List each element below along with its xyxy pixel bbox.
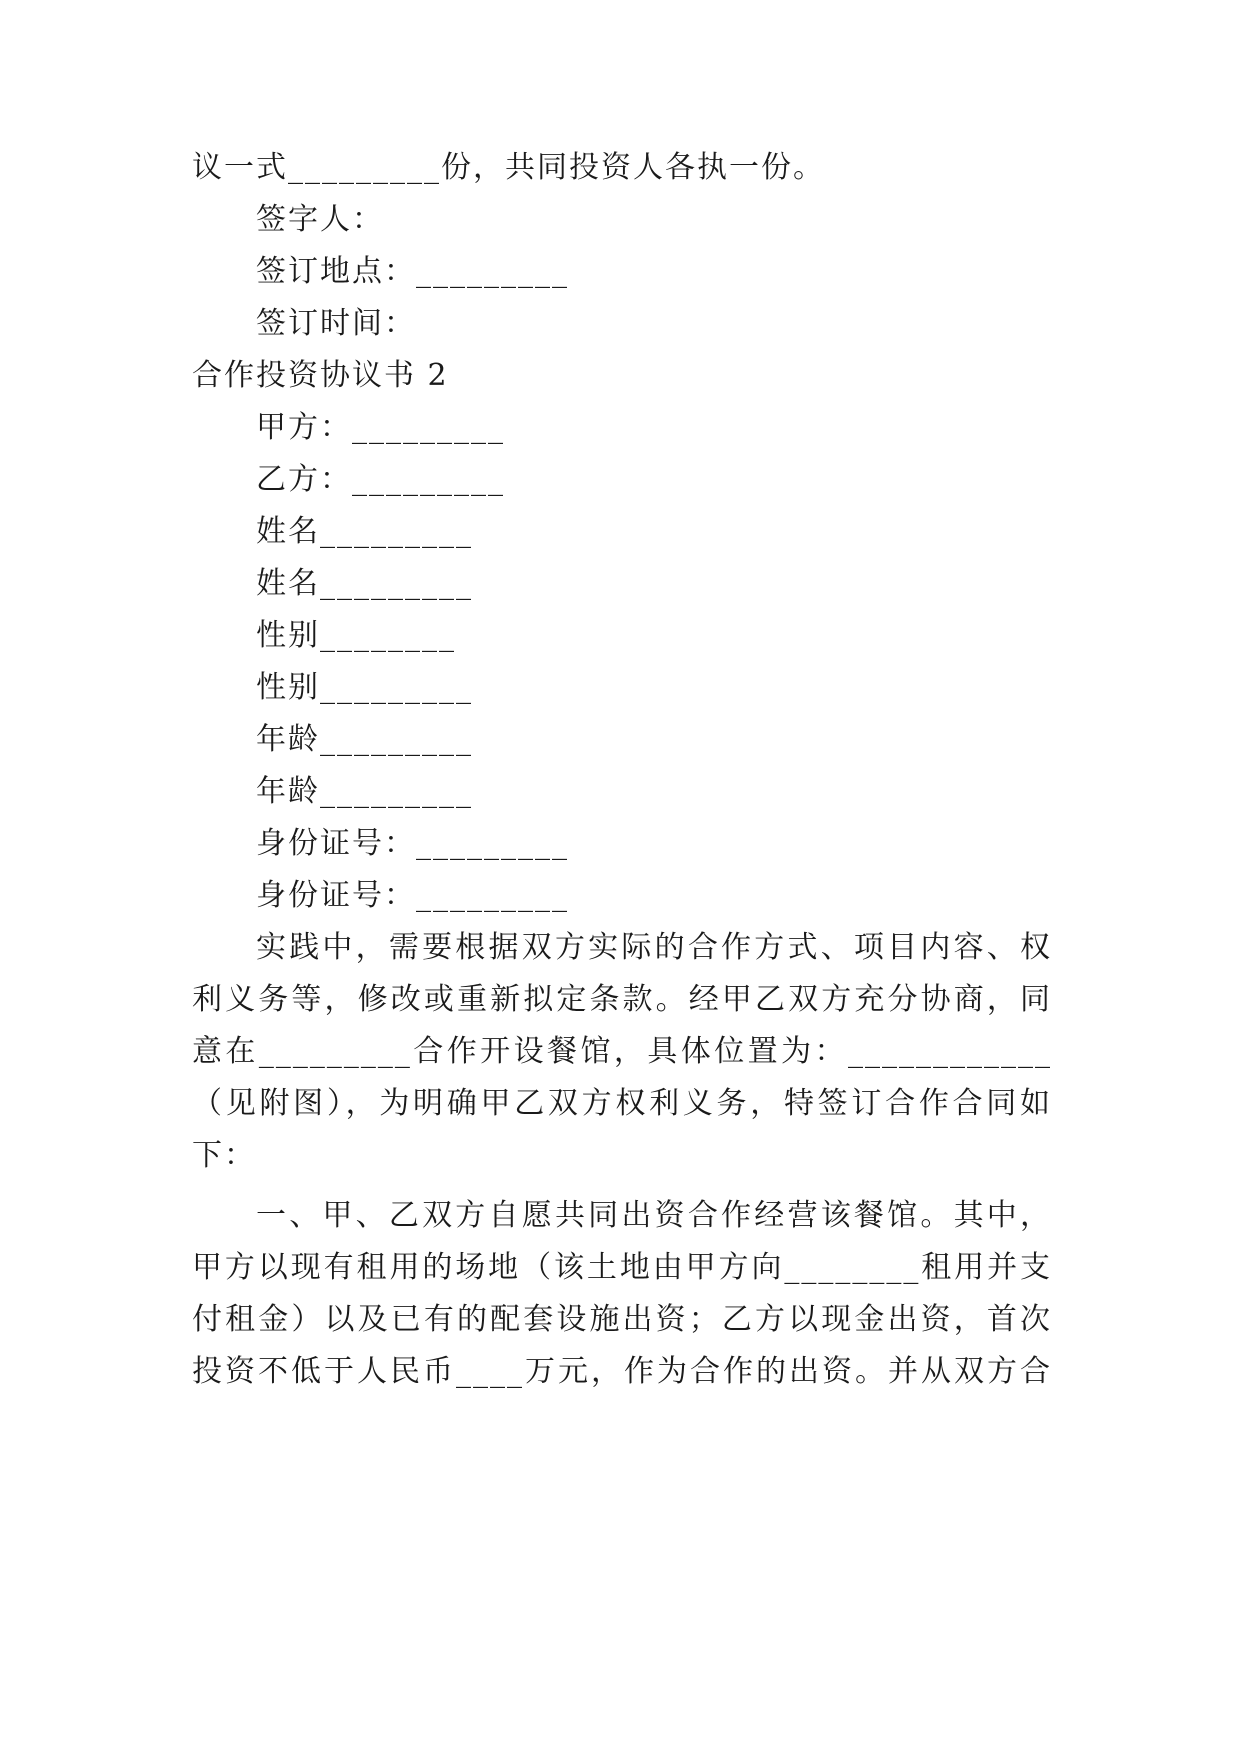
paragraph-line: 下： [192, 1138, 256, 1173]
paragraph-line: 意在_________合作开设餐馆，具体位置为：____________ [192, 1034, 1052, 1069]
text-line: 身份证号：_________ [256, 878, 569, 913]
text-line: 性别_________ [256, 670, 473, 705]
paragraph-line: 甲方以现有租用的场地（该土地由甲方向________租用并支 [192, 1250, 1052, 1285]
text-line: 身份证号：_________ [256, 826, 569, 861]
text-line: 年龄_________ [256, 722, 473, 757]
paragraph-line: 一、甲、乙双方自愿共同出资合作经营该餐馆。其中， [256, 1198, 1052, 1233]
paragraph-line: （见附图），为明确甲乙双方权利义务，特签订合作合同如 [192, 1086, 1052, 1121]
paragraph-line: 付租金）以及已有的配套设施出资；乙方以现金出资，首次 [192, 1302, 1052, 1337]
text-line: 年龄_________ [256, 774, 473, 809]
text-line: 乙方：_________ [256, 462, 505, 497]
text-line: 姓名_________ [256, 514, 473, 549]
text-line: 姓名_________ [256, 566, 473, 601]
text-line: 签字人： [256, 202, 384, 237]
paragraph-line: 利义务等，修改或重新拟定条款。经甲乙双方充分协商，同 [192, 982, 1052, 1017]
paragraph-line: 实践中，需要根据双方实际的合作方式、项目内容、权 [256, 930, 1052, 965]
text-line: 甲方：_________ [256, 410, 505, 445]
text-line: 性别________ [256, 618, 456, 653]
section-title: 合作投资协议书 2 [192, 358, 449, 393]
text-line: 议一式_________份，共同投资人各执一份。 [192, 150, 825, 185]
paragraph-line: 投资不低于人民币____万元，作为合作的出资。并从双方合 [192, 1354, 1052, 1389]
text-line: 签订时间： [256, 306, 416, 341]
text-line: 签订地点：_________ [256, 254, 569, 289]
